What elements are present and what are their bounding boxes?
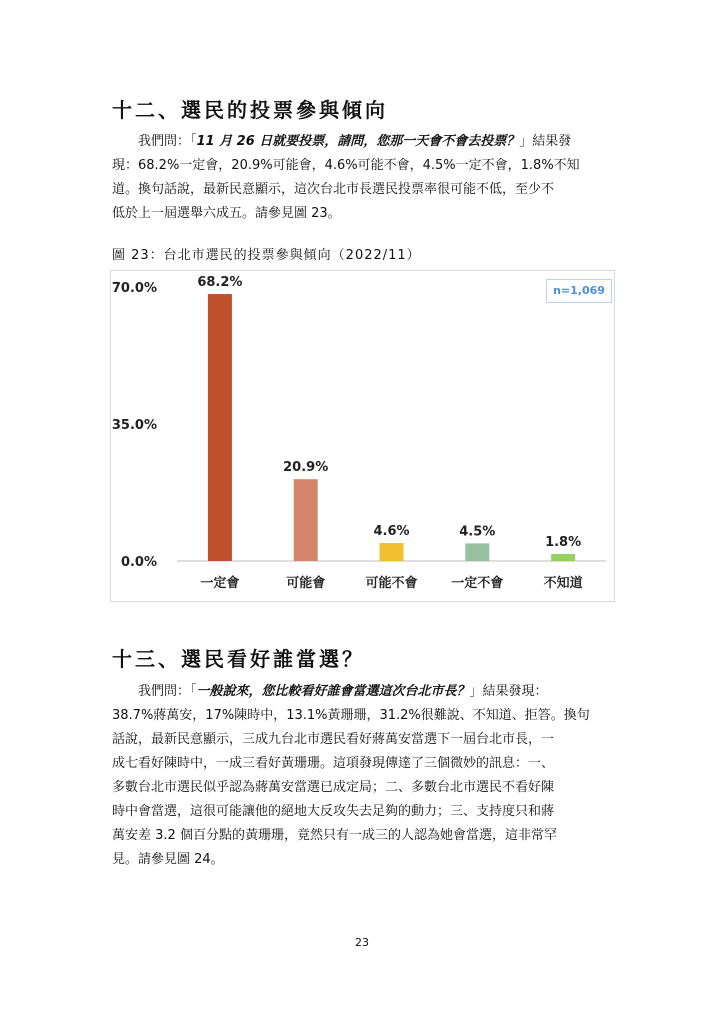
x-tick-label: 一定不會 bbox=[451, 576, 504, 591]
paragraph-line: 38.7%蔣萬安，17%陳時中，13.1%黃珊珊，31.2%很難說、不知道、拒答。換句 bbox=[112, 708, 590, 723]
section-13-paragraph bbox=[112, 680, 612, 872]
data-label: 1.8% bbox=[545, 534, 582, 550]
data-label: 68.2% bbox=[197, 275, 243, 291]
section-13-heading: 十三、選民看好誰當選？ bbox=[112, 647, 365, 671]
page-number: 23 bbox=[355, 936, 369, 949]
text-fragment: 」結果發現： bbox=[469, 684, 548, 699]
x-tick-label: 可能不會 bbox=[365, 576, 418, 591]
y-tick-label: 70.0% bbox=[111, 281, 157, 296]
paragraph-line bbox=[112, 130, 612, 154]
section-12-heading: 十二、選民的投票參與傾向 bbox=[112, 98, 388, 122]
figure-23-chart bbox=[110, 270, 615, 602]
text-fragment: 我們問：「 bbox=[138, 684, 197, 699]
bar bbox=[380, 543, 404, 561]
paragraph-line: 萬安差 3.2 個百分點的黃珊珊，竟然只有一成三的人認為她會當選，這非常罕 bbox=[112, 828, 557, 843]
data-label: 20.9% bbox=[283, 460, 329, 476]
bar bbox=[551, 554, 575, 561]
bar bbox=[465, 543, 489, 561]
sample-size-badge: n=1,069 bbox=[546, 279, 612, 303]
data-label: 4.5% bbox=[459, 524, 496, 540]
data-label: 4.6% bbox=[373, 523, 410, 539]
paragraph-line: 低於上一屆選舉六成五。請參見圖 23。 bbox=[112, 206, 341, 221]
y-tick-label: 0.0% bbox=[120, 555, 157, 570]
bar bbox=[294, 479, 318, 561]
paragraph-line: 多數台北市選民似乎認為蔣萬安當選已成定局；二、多數台北市選民不看好陳 bbox=[112, 780, 555, 795]
paragraph-line: 現：68.2%一定會，20.9%可能會，4.6%可能不會，4.5%一定不會，1.8%不知 bbox=[112, 158, 580, 173]
question-text: 一般說來，您比較看好誰會當選這次台北市長？ bbox=[196, 684, 470, 699]
x-tick-label: 不知道 bbox=[543, 576, 583, 591]
paragraph-line: 時中會當選，這很可能讓他的絕地大反攻失去足夠的動力；三、支持度只和蔣 bbox=[112, 804, 555, 819]
bar-chart-svg bbox=[111, 271, 616, 603]
x-tick-label: 可能會 bbox=[286, 576, 326, 591]
bar bbox=[208, 294, 232, 561]
paragraph-line: 見。請參見圖 24。 bbox=[112, 852, 224, 867]
figure-23-caption: 圖 23：台北市選民的投票參與傾向（2022/11） bbox=[112, 248, 421, 263]
x-tick-label: 一定會 bbox=[200, 576, 240, 591]
paragraph-line bbox=[112, 680, 612, 704]
y-tick-label: 35.0% bbox=[111, 418, 157, 433]
section-12-paragraph bbox=[112, 130, 612, 226]
paragraph-line: 道。換句話說，最新民意顯示，這次台北市長選民投票率很可能不低，至少不 bbox=[112, 182, 555, 197]
text-fragment: 我們問：「 bbox=[138, 134, 197, 149]
paragraph-line: 話說，最新民意顯示，三成九台北市選民看好蔣萬安當選下一屆台北市長，一 bbox=[112, 732, 555, 747]
paragraph-line: 成七看好陳時中，一成三看好黃珊珊。這項發現傳達了三個微妙的訊息：一、 bbox=[112, 756, 555, 771]
question-text: 11 月 26 日就要投票，請問，您那一天會不會去投票？ bbox=[196, 134, 520, 149]
text-fragment: 」結果發 bbox=[519, 134, 572, 149]
